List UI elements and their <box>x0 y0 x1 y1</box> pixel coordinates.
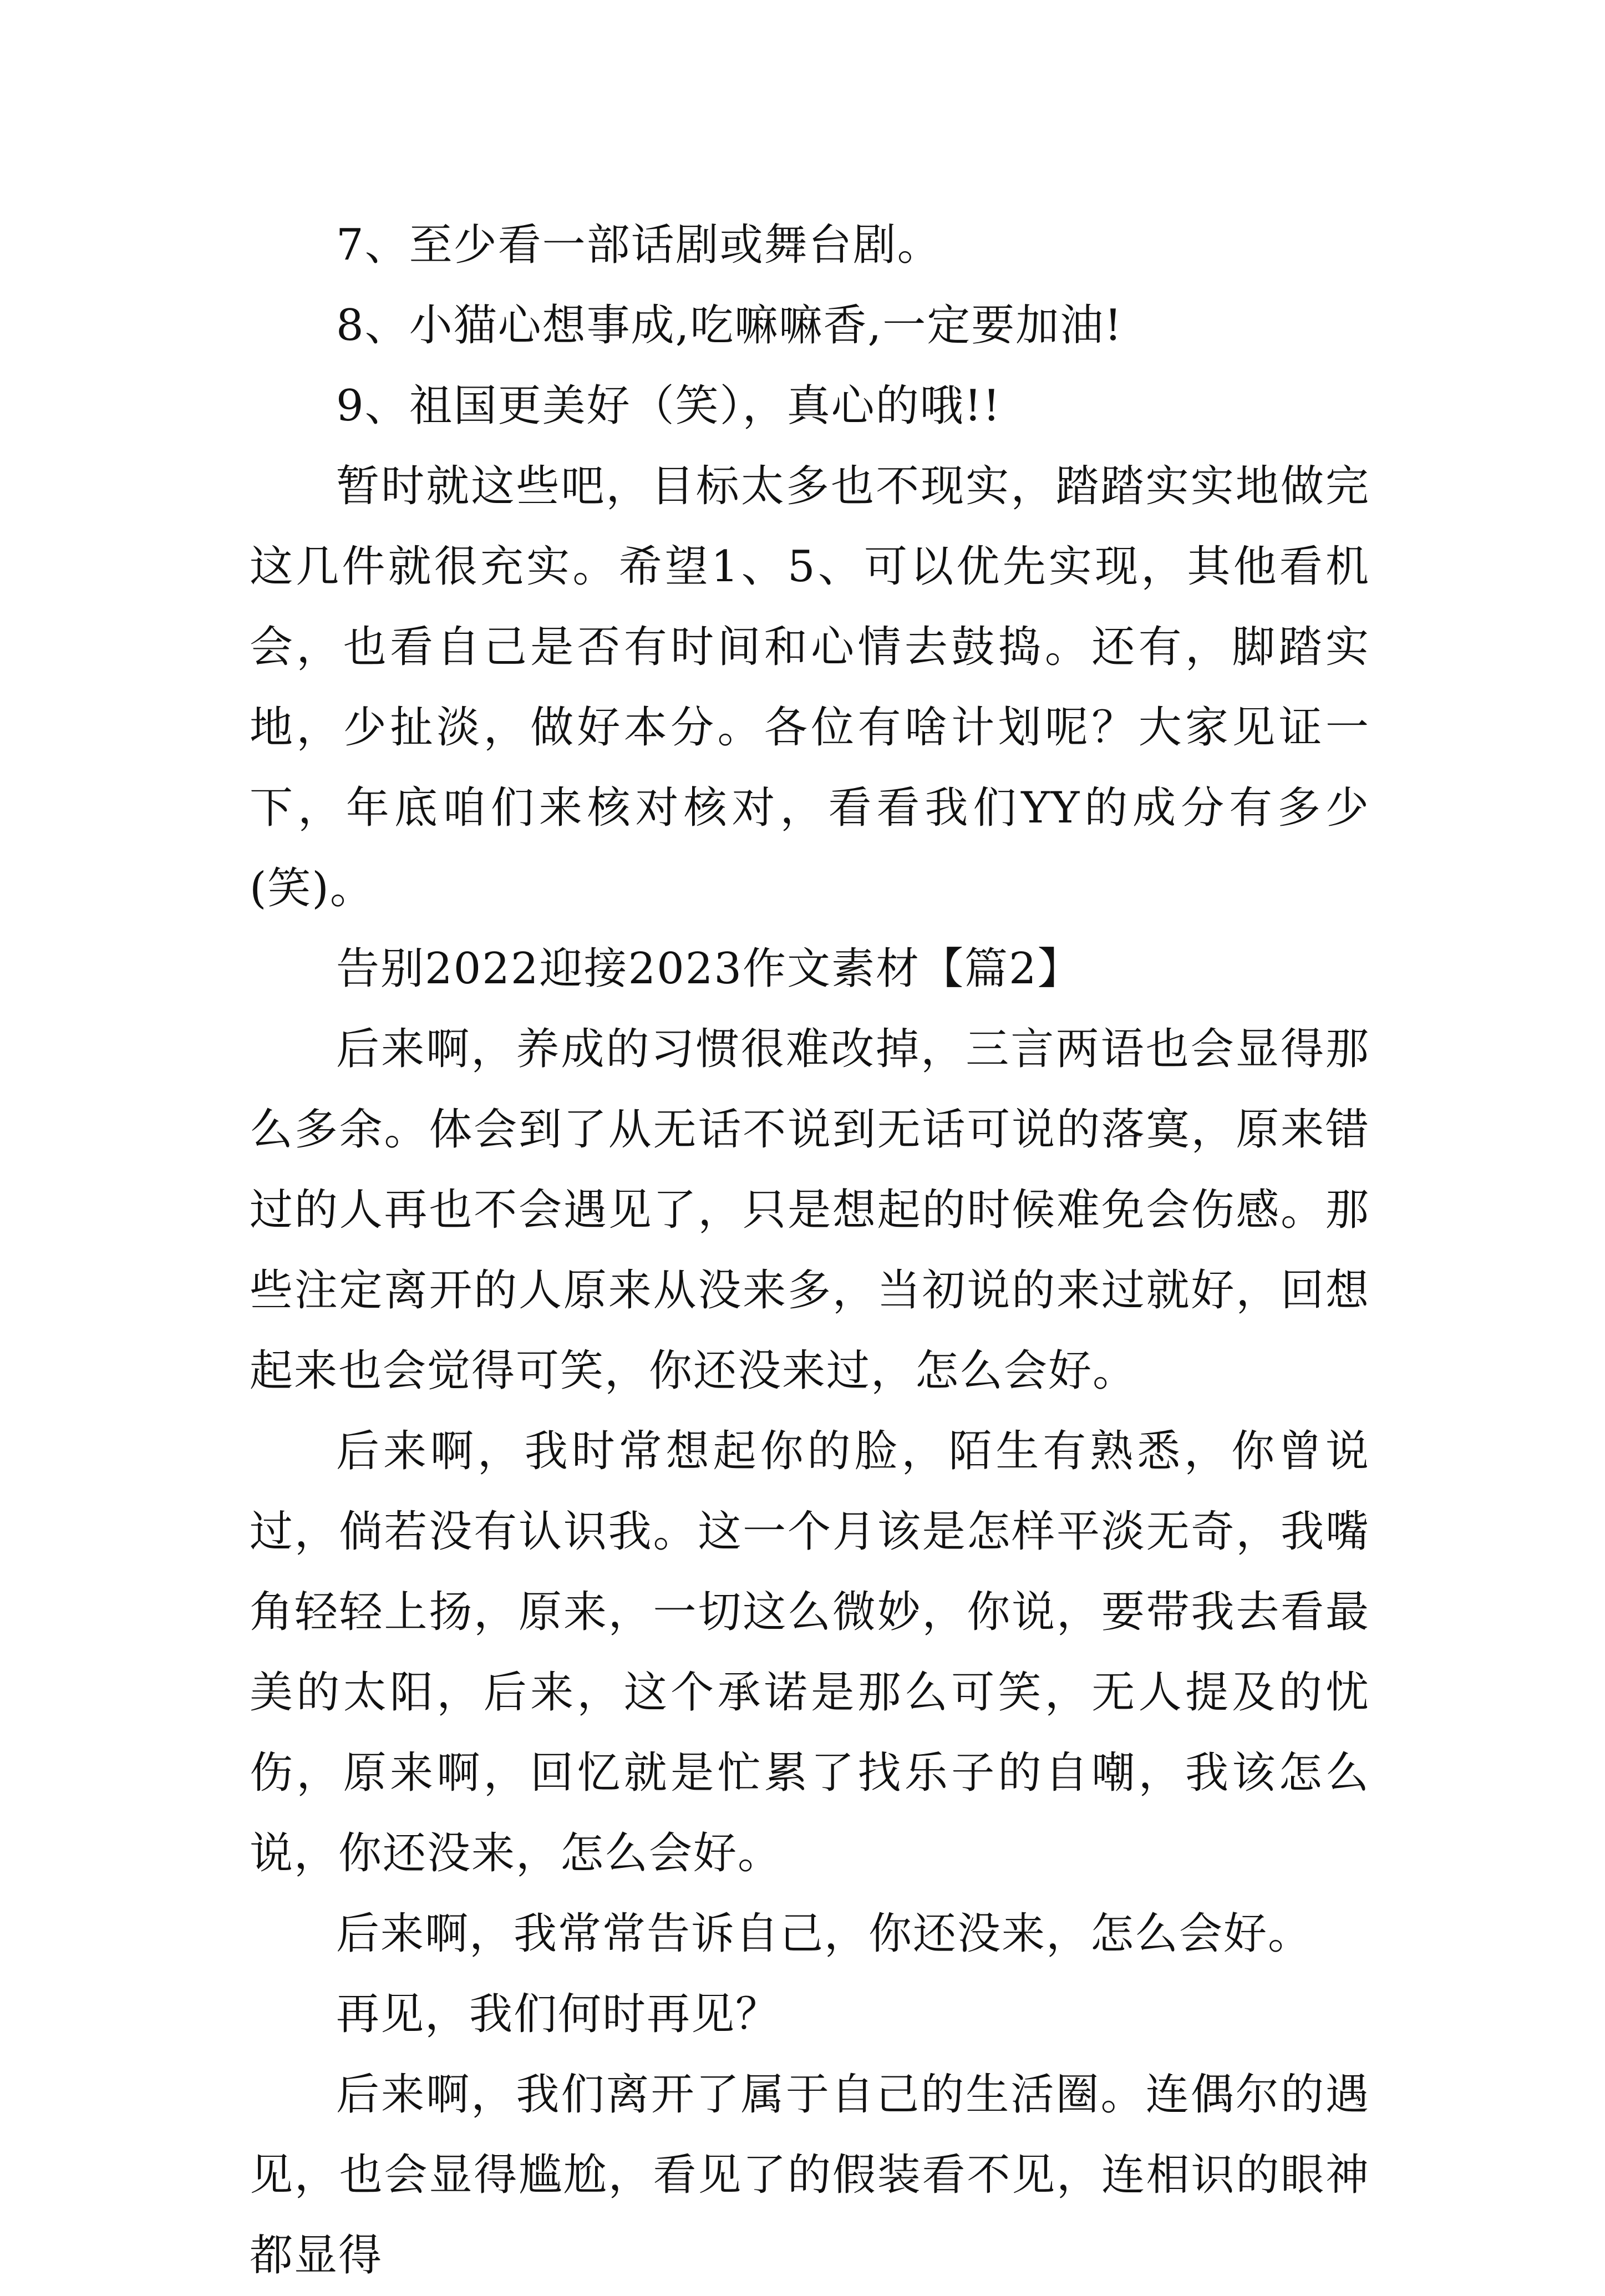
paragraph-summary: 暂时就这些吧，目标太多也不现实，踏踏实实地做完这几件就很充实。希望1、5、可以优先实现，其他看机会，也看自己是否有时间和心情去鼓捣。还有，脚踏实地，少扯淡，做好本分。各位有啥计划呢？大家见证一下，年底咱们来核对核对，看看我们YY的成分有多少(笑)。 <box>250 461 1370 913</box>
paragraph-item-7: 7、至少看一部话剧或舞台剧。 <box>336 220 942 270</box>
section-heading: 告别2022迎接2023作文素材【篇2】 <box>336 944 1082 994</box>
paragraph-later-3: 后来啊，我常常告诉自己，你还没来，怎么会好。 <box>336 1909 1313 1959</box>
paragraph-later-1: 后来啊，养成的习惯很难改掉，三言两语也会显得那么多余。体会到了从无话不说到无话可说的落寞，原来错过的人再也不会遇见了，只是想起的时候难免会伤感。那些注定离开的人原来从没来多，当初说的来过就好，回想起来也会觉得可笑，你还没来过，怎么会好。 <box>250 1024 1370 1396</box>
paragraph-item-9: 9、祖国更美好（笑），真心的哦!! <box>336 381 1002 431</box>
paragraph-goodbye: 再见，我们何时再见？ <box>336 1989 780 2039</box>
document-body <box>250 205 1370 2296</box>
paragraph-later-4: 后来啊，我们离开了属于自己的生活圈。连偶尔的遇见，也会显得尴尬，看见了的假装看不见，连相识的眼神都显得 <box>250 2070 1370 2280</box>
paragraph-later-2: 后来啊，我时常想起你的脸，陌生有熟悉，你曾说过，倘若没有认识我。这一个月该是怎样平淡无奇，我嘴角轻轻上扬，原来，一切这么微妙，你说，要带我去看最美的太阳，后来，这个承诺是那么可笑，无人提及的忧伤，原来啊，回忆就是忙累了找乐子的自嘲，我该怎么说，你还没来，怎么会好。 <box>250 1426 1370 1878</box>
paragraph-item-8: 8、小猫心想事成,吃嘛嘛香,一定要加油! <box>336 301 1123 351</box>
